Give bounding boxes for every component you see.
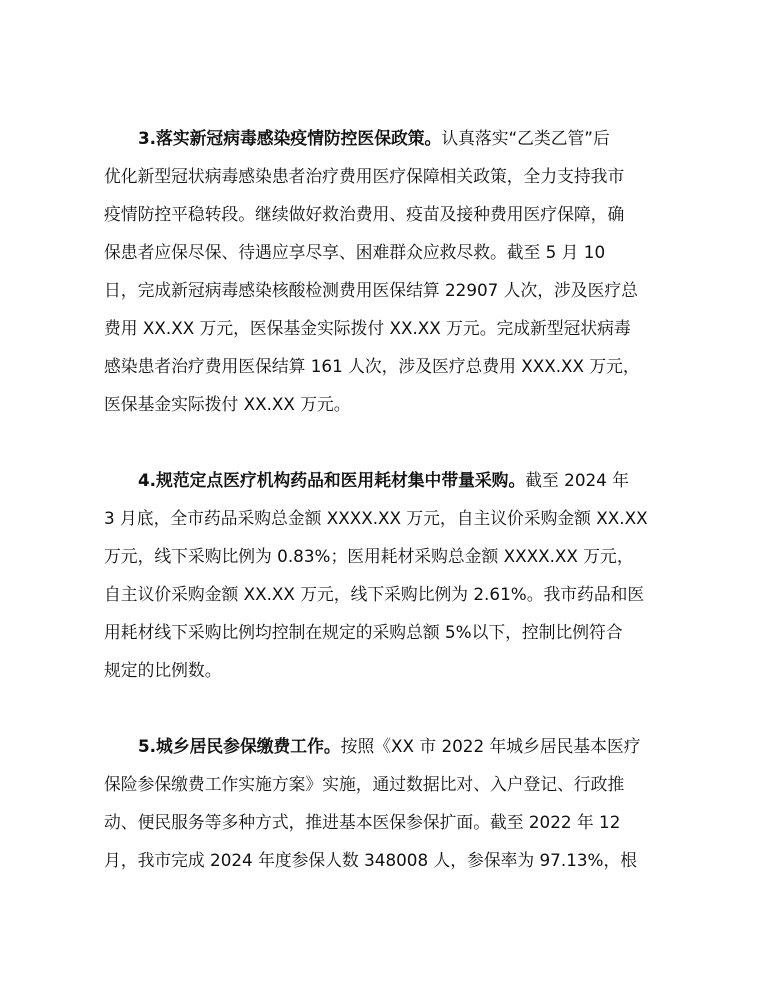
paragraph-volume-based-procurement [104,461,684,689]
paragraph-line: 万元，线下采购比例为 0.83%；医用耗材采购总金额 XXXX.XX 万元， [104,546,634,566]
paragraph-line: 医保基金实际拨付 XX.XX 万元。 [104,394,351,414]
paragraph-line: 优化新型冠状病毒感染患者治疗费用医疗保障相关政策，全力支持我市 [104,166,625,186]
paragraph-text: 截至 2024 年 [525,470,629,490]
paragraph-heading: 3.落实新冠病毒感染疫情防控医保政策。 [138,128,442,148]
paragraph-covid-medical-insurance-policy [104,119,684,423]
paragraph-line: 保患者应保尽保、待遇应享尽享、困难群众应救尽救。截至 5 月 10 [104,242,606,262]
paragraph-line: 日，完成新冠病毒感染核酸检测费用医保结算 22907 人次，涉及医疗总 [104,280,638,300]
paragraph-line: 动、便民服务等多种方式，推进基本医保参保扩面。截至 2022 年 12 [104,812,621,832]
paragraph-line: 用耗材线下采购比例均控制在规定的采购总额 5%以下，控制比例符合 [104,622,623,642]
paragraph-heading: 5.城乡居民参保缴费工作。 [138,736,341,756]
paragraph-first-line [104,727,684,765]
paragraph-text: 按照《XX 市 2022 年城乡居民基本医疗 [340,736,641,756]
paragraph-resident-insurance-enrollment [104,727,684,879]
paragraph-text: 认真落实“乙类乙管”后 [441,128,610,148]
paragraph-line: 规定的比例数。 [104,660,222,680]
paragraph-first-line [104,119,684,157]
paragraph-line: 感染患者治疗费用医保结算 161 人次，涉及医疗总费用 XXX.XX 万元， [104,356,640,376]
paragraph-first-line [104,461,684,499]
paragraph-heading: 4.规范定点医疗机构药品和医用耗材集中带量采购。 [138,470,526,490]
paragraph-line: 保险参保缴费工作实施方案》实施，通过数据比对、入户登记、行政推 [104,774,625,794]
paragraph-line: 3 月底，全市药品采购总金额 XXXX.XX 万元，自主议价采购金额 XX.XX [104,508,648,528]
paragraph-line: 费用 XX.XX 万元，医保基金实际拨付 XX.XX 万元。完成新型冠状病毒 [104,318,631,338]
paragraph-line: 月，我市完成 2024 年度参保人数 348008 人，参保率为 97.13%，根 [104,850,638,870]
paragraph-line: 自主议价采购金额 XX.XX 万元，线下采购比例为 2.61%。我市药品和医 [104,584,645,604]
paragraph-line: 疫情防控平稳转段。继续做好救治费用、疫苗及接种费用医疗保障，确 [104,204,625,224]
